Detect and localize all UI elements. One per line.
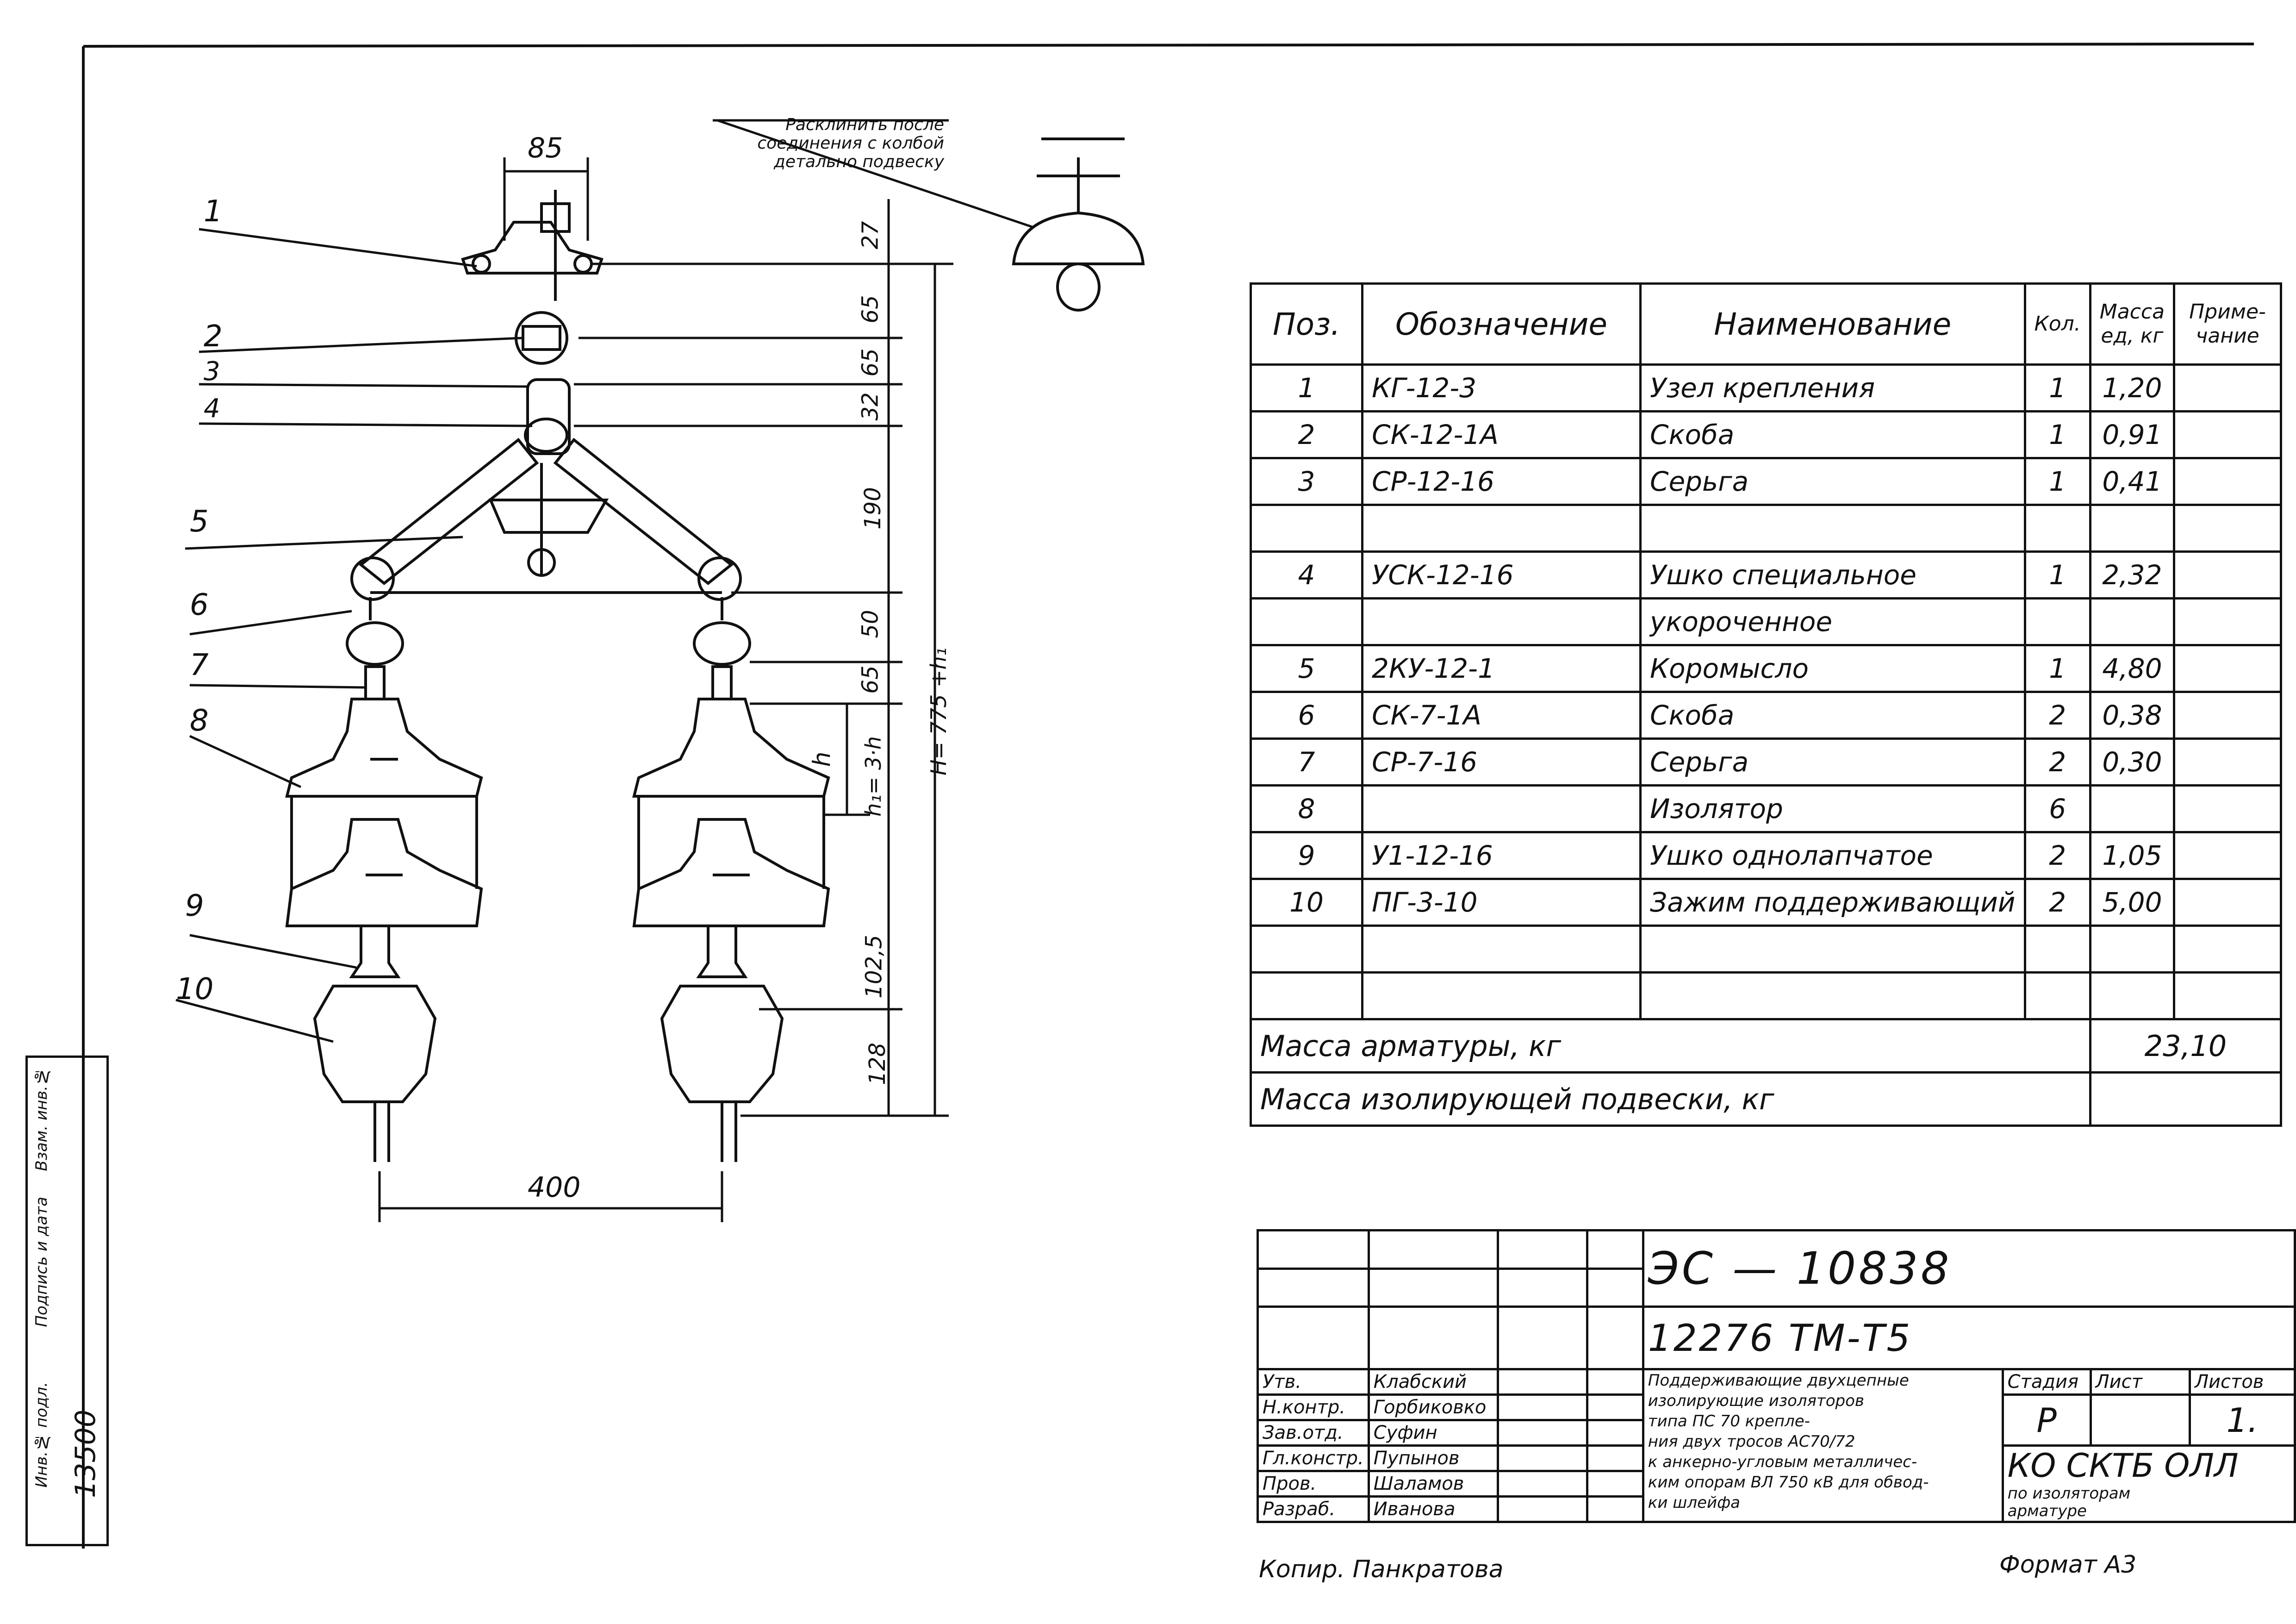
description-line: к анкерно-угловым металличес- xyxy=(1648,1453,1917,1471)
spec-cell-note xyxy=(2174,832,2281,879)
dim-value: 65 xyxy=(857,295,884,324)
header-qty: Кол. xyxy=(2025,284,2090,365)
shackle-chain xyxy=(516,312,569,454)
spec-header-row xyxy=(1251,284,2281,365)
dim-value: 65 xyxy=(857,665,884,694)
pos-label: 4 xyxy=(204,394,220,424)
spec-cell-designation: КГ-12-3 xyxy=(1363,365,1641,412)
org-sub: по изоляторам xyxy=(2007,1484,2131,1503)
spec-cell-designation: СК-7-1А xyxy=(1363,692,1641,739)
spec-cell-mass: 0,30 xyxy=(2090,739,2174,786)
sheet-format: Формат А3 xyxy=(1999,1551,2137,1579)
yoke-2ku-12-1 xyxy=(352,440,740,600)
pos-label: 9 xyxy=(185,889,204,923)
total-label: Масса арматуры, кг xyxy=(1251,1019,2091,1073)
spec-cell-pos: 6 xyxy=(1251,692,1363,739)
dim-value: 190 xyxy=(859,487,886,530)
spec-cell-note xyxy=(2174,552,2281,599)
spec-cell-qty: 2 xyxy=(2025,879,2090,926)
sig-name: Шаламов xyxy=(1369,1471,1498,1497)
sig-role: Разраб. xyxy=(1258,1497,1369,1522)
spec-cell-note xyxy=(2174,458,2281,505)
spec-cell-pos: 10 xyxy=(1251,879,1363,926)
dim-h1: h₁= 3·h xyxy=(860,736,886,817)
doc-code: ЭС — 10838 xyxy=(1643,1230,2295,1307)
spec-cell-name: Изолятор xyxy=(1641,786,2025,832)
pos-label: 7 xyxy=(190,648,209,682)
spec-row xyxy=(1251,973,2281,1019)
spec-cell-pos: 5 xyxy=(1251,645,1363,692)
sig-role: Пров. xyxy=(1258,1471,1369,1497)
total-label: Масса изолирующей подвески, кг xyxy=(1251,1073,2091,1126)
callout-note-line: Расклинить после xyxy=(785,115,944,134)
spec-cell-qty: 6 xyxy=(2025,786,2090,832)
spec-cell-pos xyxy=(1251,599,1363,645)
spec-cell-mass: 4,80 xyxy=(2090,645,2174,692)
dim-value: 65 xyxy=(857,348,884,377)
spec-cell-pos: 2 xyxy=(1251,412,1363,458)
spec-row xyxy=(1251,739,2281,786)
dim-value: 32 xyxy=(857,392,884,421)
spec-cell-qty xyxy=(2025,505,2090,552)
spec-cell-mass: 0,91 xyxy=(2090,412,2174,458)
spec-cell-designation: У1-12-16 xyxy=(1363,832,1641,879)
spec-cell-name: Узел крепления xyxy=(1641,365,2025,412)
spec-row xyxy=(1251,505,2281,552)
spec-cell-mass xyxy=(2090,973,2174,1019)
total-value xyxy=(2090,1073,2281,1126)
spec-cell-designation: СР-7-16 xyxy=(1363,739,1641,786)
spec-cell-mass xyxy=(2090,786,2174,832)
dim-value: 50 xyxy=(857,610,884,638)
header-designation: Обозначение xyxy=(1363,284,1641,365)
fitting-kg-12-3 xyxy=(463,190,602,301)
spec-cell-mass xyxy=(2090,505,2174,552)
spec-cell-note xyxy=(2174,365,2281,412)
spec-row xyxy=(1251,832,2281,879)
spec-cell-pos: 8 xyxy=(1251,786,1363,832)
org-block xyxy=(2003,1446,2295,1522)
sheet-value xyxy=(2091,1395,2190,1446)
stage-label: Стадия xyxy=(2003,1369,2091,1395)
spec-cell-qty: 1 xyxy=(2025,458,2090,505)
spec-row xyxy=(1251,786,2281,832)
spec-row xyxy=(1251,926,2281,973)
spec-cell-name: Скоба xyxy=(1641,412,2025,458)
copied-by: Копир. Панкратова xyxy=(1259,1555,1504,1583)
project-code: 12276 ТМ-Т5 xyxy=(1643,1307,2295,1369)
sig-name: Иванова xyxy=(1369,1497,1498,1522)
spec-row xyxy=(1251,599,2281,645)
side-label: 13500 xyxy=(69,1410,102,1498)
insulator-string-left xyxy=(287,597,481,1162)
spec-cell-pos: 3 xyxy=(1251,458,1363,505)
spec-cell-name: Серьга xyxy=(1641,458,2025,505)
spec-cell-note xyxy=(2174,505,2281,552)
spec-cell-pos: 4 xyxy=(1251,552,1363,599)
spec-cell-qty: 1 xyxy=(2025,412,2090,458)
sig-name: Клабский xyxy=(1369,1369,1498,1395)
pos-label: 8 xyxy=(190,704,209,738)
dim-H: H= 775 +h₁ xyxy=(926,647,952,776)
pos-label: 6 xyxy=(190,588,209,622)
org-sub: арматуре xyxy=(2007,1502,2087,1520)
spec-cell-pos xyxy=(1251,926,1363,973)
sig-role: Н.контр. xyxy=(1258,1395,1369,1420)
spec-cell-note xyxy=(2174,412,2281,458)
pos-label: 2 xyxy=(204,319,223,354)
org-name: КО СКТБ ОЛЛ xyxy=(2007,1447,2239,1485)
header-name: Наименование xyxy=(1641,284,2025,365)
spec-cell-designation: УСК-12-16 xyxy=(1363,552,1641,599)
pos-label: 1 xyxy=(204,194,223,229)
spec-cell-mass: 0,41 xyxy=(2090,458,2174,505)
spec-row xyxy=(1251,412,2281,458)
side-label: Инв.№ подл. xyxy=(32,1382,51,1488)
spec-cell-note xyxy=(2174,692,2281,739)
spec-cell-qty: 1 xyxy=(2025,552,2090,599)
sig-role: Гл.констр. xyxy=(1258,1446,1369,1471)
spec-cell-name xyxy=(1641,973,2025,1019)
spec-cell-mass: 2,32 xyxy=(2090,552,2174,599)
dim-top-width: 85 xyxy=(528,132,563,164)
sheets-value: 1. xyxy=(2190,1395,2295,1446)
spec-cell-designation: ПГ-3-10 xyxy=(1363,879,1641,926)
total-value: 23,10 xyxy=(2090,1019,2281,1073)
spec-cell-qty xyxy=(2025,973,2090,1019)
description-line: ния двух тросов АС70/72 xyxy=(1648,1432,1855,1451)
spec-cell-name xyxy=(1641,926,2025,973)
callout-note-line: детально подвеску xyxy=(774,152,944,171)
callout-note-line: соединения с колбой xyxy=(757,134,944,153)
sig-signature xyxy=(1498,1369,1587,1395)
dim-value: 102,5 xyxy=(861,935,887,999)
spec-cell-designation xyxy=(1363,505,1641,552)
spec-cell-name: Ушко однолапчатое xyxy=(1641,832,2025,879)
spec-cell-designation xyxy=(1363,973,1641,1019)
spec-cell-pos xyxy=(1251,505,1363,552)
dim-value: 27 xyxy=(857,221,884,250)
callout-note xyxy=(648,116,944,171)
spec-cell-note xyxy=(2174,926,2281,973)
spec-row xyxy=(1251,879,2281,926)
spec-cell-mass: 1,20 xyxy=(2090,365,2174,412)
spec-cell-note xyxy=(2174,973,2281,1019)
spec-cell-note xyxy=(2174,645,2281,692)
spec-cell-name xyxy=(1641,505,2025,552)
insulator-string-right xyxy=(634,597,828,1162)
description-line: изолирующие изоляторов xyxy=(1648,1392,1864,1410)
header-pos: Поз. xyxy=(1251,284,1363,365)
side-strip xyxy=(25,1056,109,1546)
spec-cell-designation xyxy=(1363,926,1641,973)
spec-cell-qty: 1 xyxy=(2025,365,2090,412)
spec-cell-name: Коромысло xyxy=(1641,645,2025,692)
header-note: Приме- чание xyxy=(2174,284,2281,365)
spec-cell-name: Ушко специальное xyxy=(1641,552,2025,599)
description xyxy=(1643,1369,2003,1522)
spec-cell-pos: 9 xyxy=(1251,832,1363,879)
side-label: Подпись и дата xyxy=(32,1197,51,1327)
side-label: Взам. инв.№ xyxy=(32,1067,51,1171)
spec-cell-mass xyxy=(2090,926,2174,973)
spec-body xyxy=(1251,365,2281,1019)
spec-cell-qty: 2 xyxy=(2025,692,2090,739)
spec-cell-pos: 1 xyxy=(1251,365,1363,412)
spec-cell-note xyxy=(2174,599,2281,645)
stage-value: Р xyxy=(2003,1395,2091,1446)
spec-cell-qty xyxy=(2025,599,2090,645)
spec-cell-name: укороченное xyxy=(1641,599,2025,645)
spec-cell-note xyxy=(2174,879,2281,926)
sig-name: Горбиковко xyxy=(1369,1395,1498,1420)
spec-cell-pos: 7 xyxy=(1251,739,1363,786)
spec-cell-qty: 1 xyxy=(2025,645,2090,692)
spec-cell-designation: 2КУ-12-1 xyxy=(1363,645,1641,692)
sig-name: Пупынов xyxy=(1369,1446,1498,1471)
position-leaders xyxy=(176,120,1032,1042)
spec-cell-designation: СК-12-1А xyxy=(1363,412,1641,458)
sig-name: Суфин xyxy=(1369,1420,1498,1446)
spec-cell-pos xyxy=(1251,973,1363,1019)
sig-role: Зав.отд. xyxy=(1258,1420,1369,1446)
description-line: ким опорам ВЛ 750 кВ для обвод- xyxy=(1648,1473,1929,1492)
spec-cell-name: Скоба xyxy=(1641,692,2025,739)
pos-label: 5 xyxy=(190,505,209,539)
sig-role: Утв. xyxy=(1258,1369,1369,1395)
pos-label: 10 xyxy=(176,972,214,1006)
title-block xyxy=(1257,1229,2296,1523)
specification-table xyxy=(1250,282,2282,1127)
total-row xyxy=(1251,1019,2281,1073)
pos-label: 3 xyxy=(204,356,220,387)
total-row xyxy=(1251,1073,2281,1126)
detail-sketch xyxy=(1014,139,1143,310)
spec-cell-qty xyxy=(2025,926,2090,973)
spec-row xyxy=(1251,458,2281,505)
spec-cell-designation: СР-12-16 xyxy=(1363,458,1641,505)
spec-cell-designation xyxy=(1363,786,1641,832)
dim-bottom-width: 400 xyxy=(528,1171,581,1204)
spec-cell-mass: 0,38 xyxy=(2090,692,2174,739)
spec-cell-mass: 1,05 xyxy=(2090,832,2174,879)
spec-cell-note xyxy=(2174,786,2281,832)
spec-cell-name: Серьга xyxy=(1641,739,2025,786)
spec-cell-mass: 5,00 xyxy=(2090,879,2174,926)
spec-row xyxy=(1251,645,2281,692)
dim-value: 128 xyxy=(864,1043,890,1085)
dim-h: h xyxy=(808,751,836,767)
spec-cell-name: Зажим поддерживающий xyxy=(1641,879,2025,926)
sheet-label: Лист xyxy=(2091,1369,2190,1395)
spec-row xyxy=(1251,365,2281,412)
sheets-label: Листов xyxy=(2190,1369,2295,1395)
spec-row xyxy=(1251,552,2281,599)
spec-cell-note xyxy=(2174,739,2281,786)
spec-cell-qty: 2 xyxy=(2025,832,2090,879)
spec-cell-qty: 2 xyxy=(2025,739,2090,786)
spec-cell-designation xyxy=(1363,599,1641,645)
description-line: Поддерживающие двухцепные xyxy=(1648,1371,1909,1390)
description-line: ки шлейфа xyxy=(1648,1493,1740,1512)
spec-cell-mass xyxy=(2090,599,2174,645)
header-mass: Масса ед, кг xyxy=(2090,284,2174,365)
description-line: типа ПС 70 крепле- xyxy=(1648,1412,1810,1430)
spec-row xyxy=(1251,692,2281,739)
